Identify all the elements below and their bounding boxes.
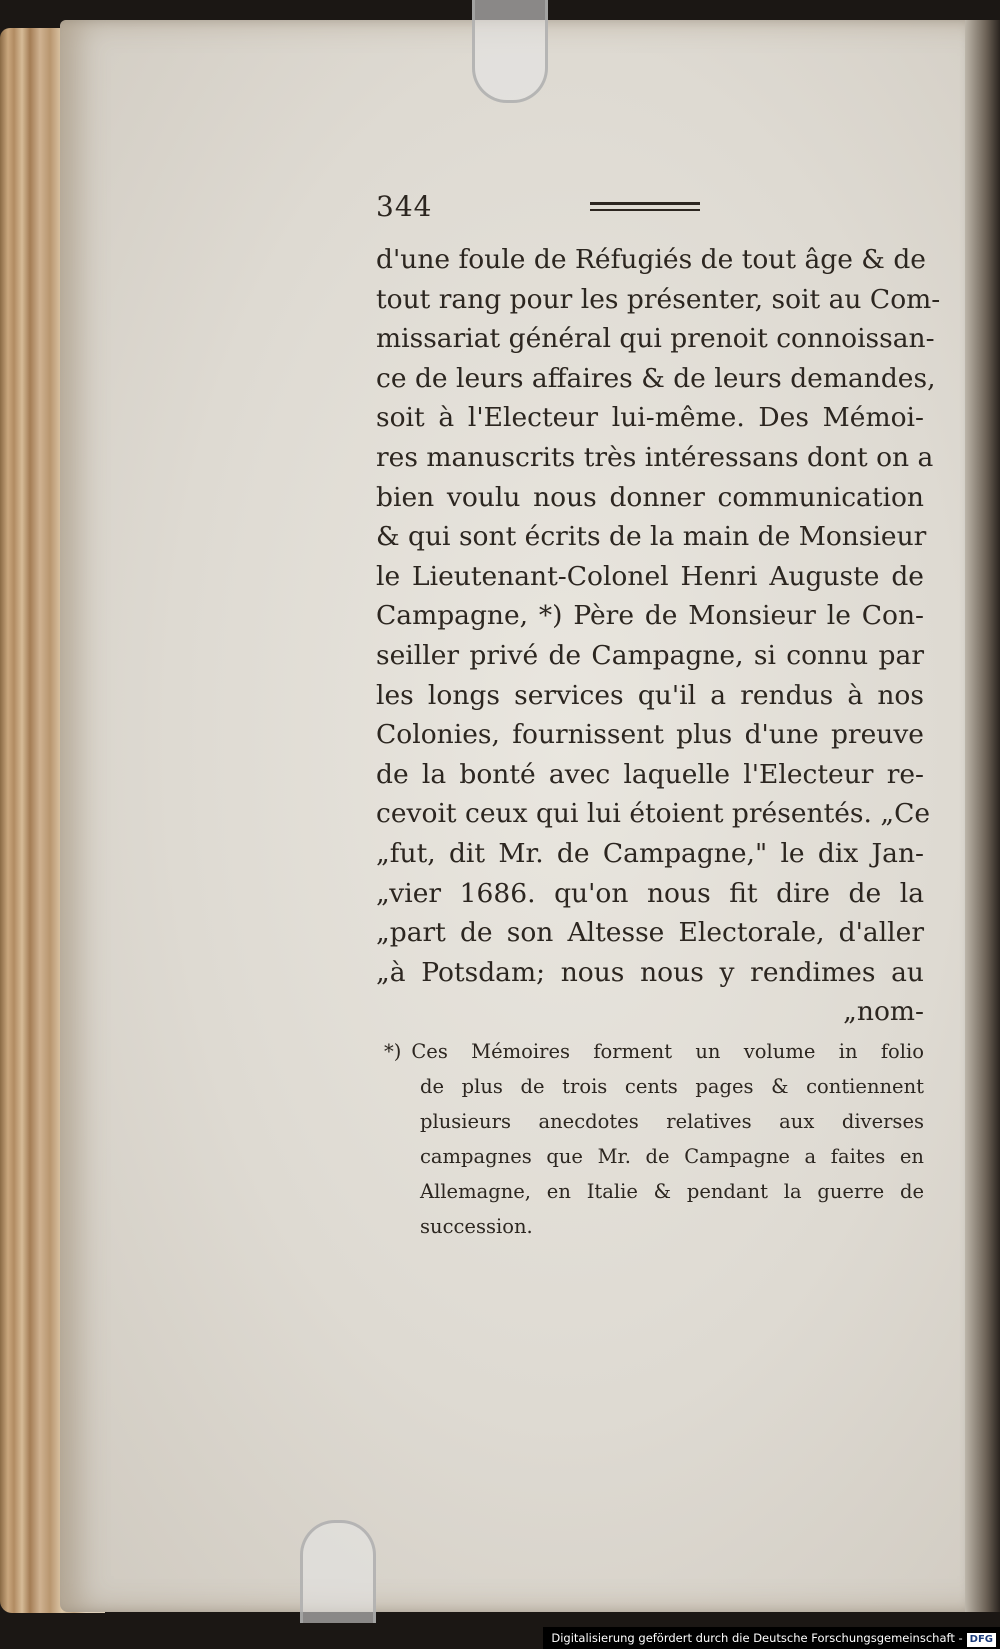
text-line: d'une foule de Réfugiés de tout âge & de xyxy=(376,244,926,275)
page-header xyxy=(376,190,924,240)
dfg-logo: DFG xyxy=(967,1633,996,1647)
text-line: les longs services qu'il a rendus à nos xyxy=(376,679,924,711)
footnote-line: campagnes que Mr. de Campagne a faites en xyxy=(420,1145,924,1168)
text-line: „vier 1686. qu'on nous fit dire de la xyxy=(376,877,924,909)
top-page-clip xyxy=(472,0,548,103)
text-line: Campagne, *) Père de Monsieur le Con- xyxy=(376,600,924,632)
credit-text: Digitalisierung gefördert durch die Deutsche Forschungsgemeinschaft - xyxy=(551,1631,963,1645)
text-line: res manuscrits très intéressans dont on a xyxy=(376,441,934,473)
text-line: le Lieutenant-Colonel Henri Auguste de xyxy=(376,560,924,592)
text-line: bien voulu nous donner communication xyxy=(376,481,924,513)
text-line: „part de son Altesse Electorale, d'aller xyxy=(376,917,924,949)
text-line: „fut, dit Mr. de Campagne," le dix Jan- xyxy=(376,837,924,869)
text-line: cevoit ceux qui lui étoient présentés. „Ce xyxy=(376,798,931,830)
text-line: seiller privé de Campagne, si connu par xyxy=(376,639,924,671)
header-rule xyxy=(590,202,700,211)
footnote-line: de plus de trois cents pages & contiennent xyxy=(420,1075,924,1098)
footnote-line: Allemagne, en Italie & pendant la guerre de xyxy=(420,1180,924,1203)
text-line: de la bonté avec laquelle l'Electeur re- xyxy=(376,758,924,790)
page-number: 344 xyxy=(376,190,433,223)
text-line: „à Potsdam; nous nous y rendimes au xyxy=(376,956,924,988)
text-line: missariat général qui prenoit connoissan- xyxy=(376,323,935,355)
text-line: ce de leurs affaires & de leurs demandes, xyxy=(376,362,936,394)
text-line: soit à l'Electeur lui-même. Des Mémoi- xyxy=(376,402,924,434)
footnote-marker: *) xyxy=(384,1040,402,1063)
footnote-text: Ces Mémoires forment un volume in folio xyxy=(411,1040,924,1063)
body-text xyxy=(376,240,941,1032)
text-line: tout rang pour les présenter, soit au Com- xyxy=(376,283,941,315)
digitization-credit xyxy=(543,1627,1000,1649)
page-gutter-shadow xyxy=(965,20,1000,1612)
footnote xyxy=(384,1034,924,1244)
main-text-block xyxy=(376,190,941,1032)
text-line: & qui sont écrits de la main de Monsieur xyxy=(376,521,927,553)
footnote-line: succession. xyxy=(420,1215,533,1238)
bottom-page-clip xyxy=(300,1520,376,1623)
footnote-line: plusieurs anecdotes relatives aux diverses xyxy=(420,1110,924,1133)
text-line: Colonies, fournissent plus d'une preuve xyxy=(376,719,924,751)
catchword: „nom- xyxy=(843,996,924,1028)
footnote-line xyxy=(384,1034,924,1069)
